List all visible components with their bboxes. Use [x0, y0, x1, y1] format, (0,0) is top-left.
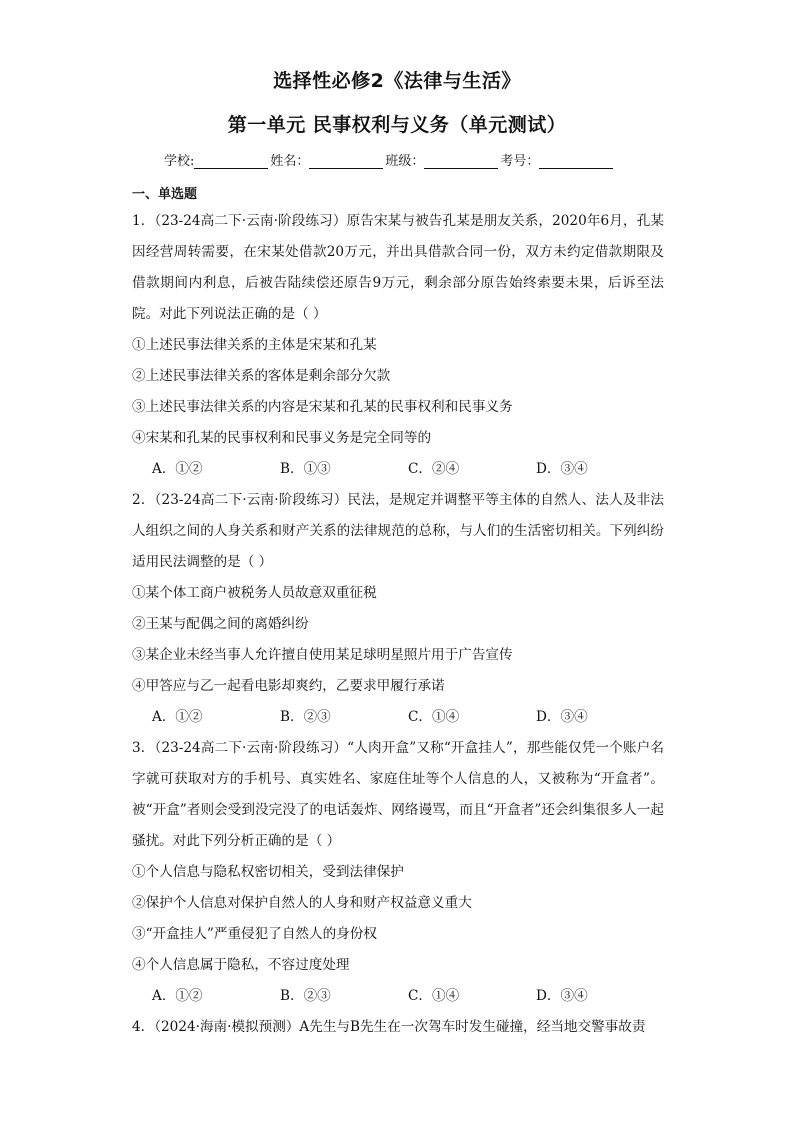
- question-1-choices: [132, 454, 664, 485]
- question-2-choices: [132, 702, 664, 733]
- school-field[interactable]: [194, 156, 268, 169]
- name-label: 姓名：: [270, 154, 310, 169]
- question-1-option: ①上述民事法律关系的主体是宋某和孔某: [132, 337, 377, 353]
- question-1-stem: 1．（23-24高二下·云南·阶段练习）原告宋某与被告孔某是朋友关系，2020年6月，孔某因经营周转需要，在宋某处借款20万元，并出具借款合同一份，双方未约定借款期限及借款期间内利息，后被告陆续偿还原告9万元，剩余部分原告始终索要未果，后诉至法院。对此下列说法正确的是（ ）: [132, 213, 664, 322]
- question-1-option: ③上述民事法律关系的内容是宋某和孔某的民事权利和民事义务: [132, 399, 513, 415]
- school-label: 学校:: [164, 154, 195, 169]
- choice-a[interactable]: A．①②: [152, 709, 203, 725]
- question-1-option: ④宋某和孔某的民事权利和民事义务是完全同等的: [132, 430, 432, 446]
- name-field[interactable]: [309, 156, 383, 169]
- choice-a[interactable]: A．①②: [152, 988, 203, 1004]
- student-info-line: [164, 150, 615, 169]
- exam-number-field[interactable]: [539, 156, 613, 169]
- choice-b[interactable]: B．②③: [280, 988, 331, 1004]
- question-1-option: ②上述民事法律关系的客体是剩余部分欠款: [132, 368, 391, 384]
- section-heading: 一、单选题: [132, 187, 198, 202]
- choice-c[interactable]: C．①④: [408, 988, 460, 1004]
- question-3-option: ①个人信息与隐私权密切相关，受到法律保护: [132, 864, 404, 880]
- choice-d[interactable]: D．③④: [536, 709, 588, 725]
- choice-c[interactable]: C．②④: [408, 461, 460, 477]
- question-3-choices: [132, 981, 664, 1012]
- class-label: 班级：: [385, 154, 425, 169]
- question-2-option: ③某企业未经当事人允许擅自使用某足球明星照片用于广告宣传: [132, 647, 513, 663]
- class-field[interactable]: [424, 156, 498, 169]
- question-3-option: ④个人信息属于隐私，不容过度处理: [132, 957, 350, 973]
- choice-a[interactable]: A．①②: [152, 461, 203, 477]
- question-3-option: ③“开盒挂人”严重侵犯了自然人的身份权: [132, 926, 377, 942]
- question-2-option: ④甲答应与乙一起看电影却爽约，乙要求甲履行承诺: [132, 678, 445, 694]
- choice-b[interactable]: B．②③: [280, 709, 331, 725]
- question-list: [132, 206, 664, 1043]
- exam-number-label: 考号：: [500, 154, 540, 169]
- page-subtitle: 第一单元 民事权利与义务（单元测试）: [227, 114, 567, 136]
- choice-c[interactable]: C．①④: [408, 709, 460, 725]
- question-2-option: ①某个体工商户被税务人员故意双重征税: [132, 585, 377, 601]
- question-4-stem: 4．（2024·海南·模拟预测）A先生与B先生在一次驾车时发生碰撞，经当地交警事故责: [132, 1019, 646, 1035]
- choice-d[interactable]: D．③④: [536, 461, 588, 477]
- question-3-option: ②保护个人信息对保护自然人的人身和财产权益意义重大: [132, 895, 472, 911]
- question-3-stem: 3．（23-24高二下·云南·阶段练习）“人肉开盒”又称“开盒挂人”，那些能仅凭一个账户名字就可获取对方的手机号、真实姓名、家庭住址等个人信息的人，又被称为“开盒者”。被“开盒”者则会受到没完没了的电话轰炸、网络谩骂，而且“开盒者”还会纠集很多人一起骚扰。对此下列分析正确的是（ ）: [132, 740, 664, 849]
- page-title: 选择性必修2《法律与生活》: [273, 70, 521, 92]
- choice-b[interactable]: B．①③: [280, 461, 331, 477]
- choice-d[interactable]: D．③④: [536, 988, 588, 1004]
- question-2-option: ②王某与配偶之间的离婚纠纷: [132, 616, 309, 632]
- question-2-stem: 2．（23-24高二下·云南·阶段练习）民法，是规定并调整平等主体的自然人、法人及非法人组织之间的人身关系和财产关系的法律规范的总称，与人们的生活密切相关。下列纠纷适用民法调整的是（ ）: [132, 492, 664, 570]
